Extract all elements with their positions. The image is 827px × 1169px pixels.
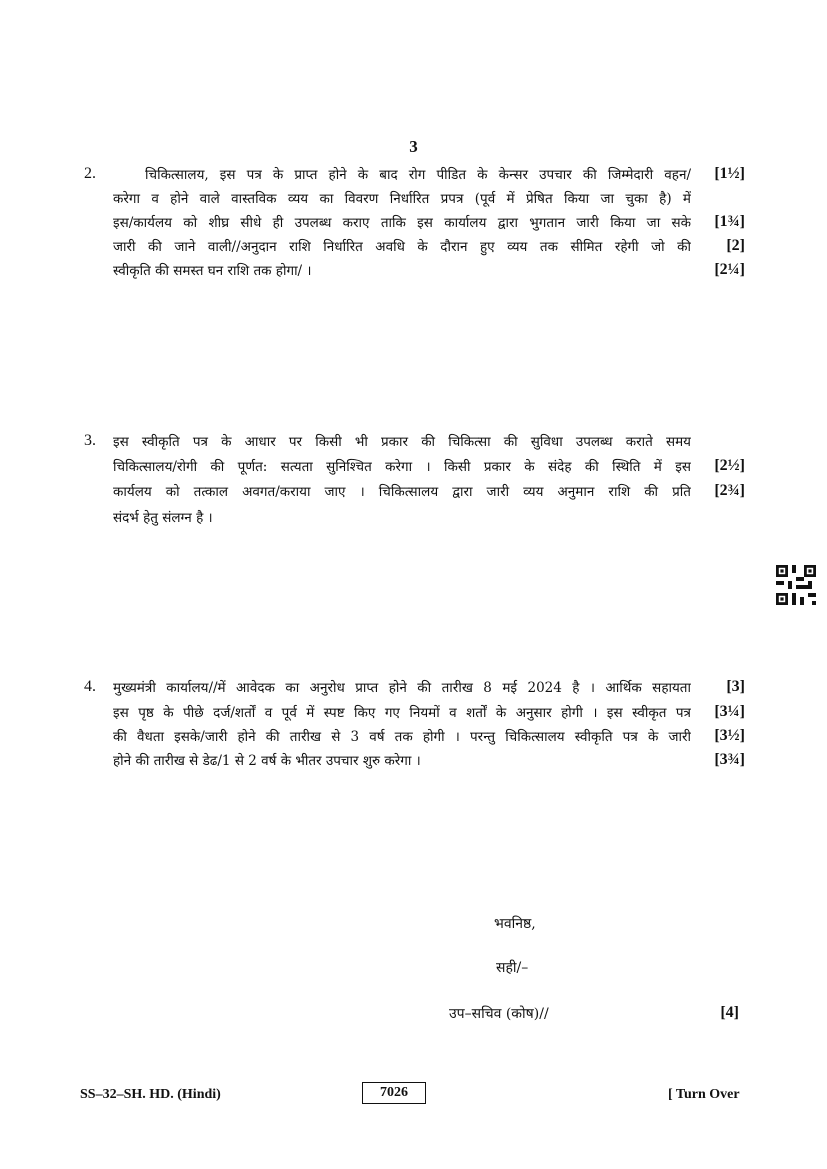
- marks-label: [2¾]: [714, 482, 745, 499]
- text-line: कार्यलय को तत्काल अवगत/कराया जाए । चिकित्सालय द्वारा जारी व्यय अनुमान राशि की प्रति: [113, 484, 691, 500]
- text-line: इस पृष्ठ के पीछे दर्ज/शर्तों व पूर्व में स्पष्ट किए गए नियमों व शर्तों के अनुसार होगी । इस स्वीकृत पत्र: [113, 705, 691, 721]
- text-line: चिकित्सालय/रोगी की पूर्णत: सत्यता सुनिश्चित करेगा । किसी प्रकार के संदेह की स्थिति में इस: [113, 459, 691, 475]
- text-line: संदर्भ हेतु संलग्न है ।: [113, 510, 213, 526]
- qr-code: [776, 565, 816, 605]
- item-number: 4.: [84, 678, 96, 695]
- text-line: चिकित्सालय, इस पत्र के प्राप्त होने के बाद रोग पीडित के केन्सर उपचार की जिम्मेदारी वहन/: [145, 167, 691, 183]
- text-line: जारी की जाने वाली//अनुदान राशि निर्धारित अवधि के दौरान हुए व्यय तक सीमित रहेगी जो की: [113, 239, 691, 255]
- marks-label: [3¾]: [714, 751, 745, 768]
- marks-label: [2]: [726, 237, 745, 254]
- marks-label: [2½]: [714, 457, 745, 474]
- marks-label: [1¾]: [714, 213, 745, 230]
- paper-code: SS–32–SH. HD. (Hindi): [80, 1087, 221, 1102]
- text-line: की वैधता इसके/जारी होने की तारीख से 3 वर्ष तक होगी । परन्तु चिकित्सालय स्वीकृति पत्र के जारी: [113, 729, 691, 745]
- designation-text: उप–सचिव (कोष)//: [449, 1006, 549, 1022]
- text-line: करेगा व होने वाले वास्तविक व्यय का विवरण निर्धारित प्रपत्र (पूर्व में प्रेषित किया जा चुका है) में: [113, 191, 691, 207]
- text-line: मुख्यमंत्री कार्यालय//में आवेदक का अनुरोध प्राप्त होने की तारीख 8 मई 2024 है । आर्थिक सहायता: [113, 680, 691, 696]
- turn-over-label: [ Turn Over: [668, 1087, 740, 1102]
- signed-text: सही/–: [496, 960, 529, 976]
- marks-label: [3½]: [714, 727, 745, 744]
- marks-label: [3¼]: [714, 703, 745, 720]
- closing-text: भवनिष्ठ,: [494, 916, 536, 932]
- text-line: इस स्वीकृति पत्र के आधार पर किसी भी प्रकार की चिकित्सा की सुविधा उपलब्ध कराते समय: [113, 434, 691, 450]
- marks-label: [1½]: [714, 165, 745, 182]
- text-line: स्वीकृति की समस्त घन राशि तक होगा/ ।: [113, 263, 312, 279]
- serial-number-box: 7026: [362, 1082, 426, 1104]
- item-number: 3.: [84, 432, 96, 449]
- text-line: इस/कार्यलय को शीघ्र सीधे ही उपलब्ध कराए ताकि इस कार्यालय द्वारा भुगतान जारी किया जा सके: [113, 215, 691, 231]
- text-line: होने की तारीख से डेढ/1 से 2 वर्ष के भीतर उपचार शुरु करेगा ।: [113, 753, 421, 769]
- marks-label: [4]: [720, 1004, 739, 1021]
- item-number: 2.: [84, 165, 96, 182]
- marks-label: [2¼]: [714, 261, 745, 278]
- marks-label: [3]: [726, 678, 745, 695]
- page-number: 3: [409, 137, 418, 156]
